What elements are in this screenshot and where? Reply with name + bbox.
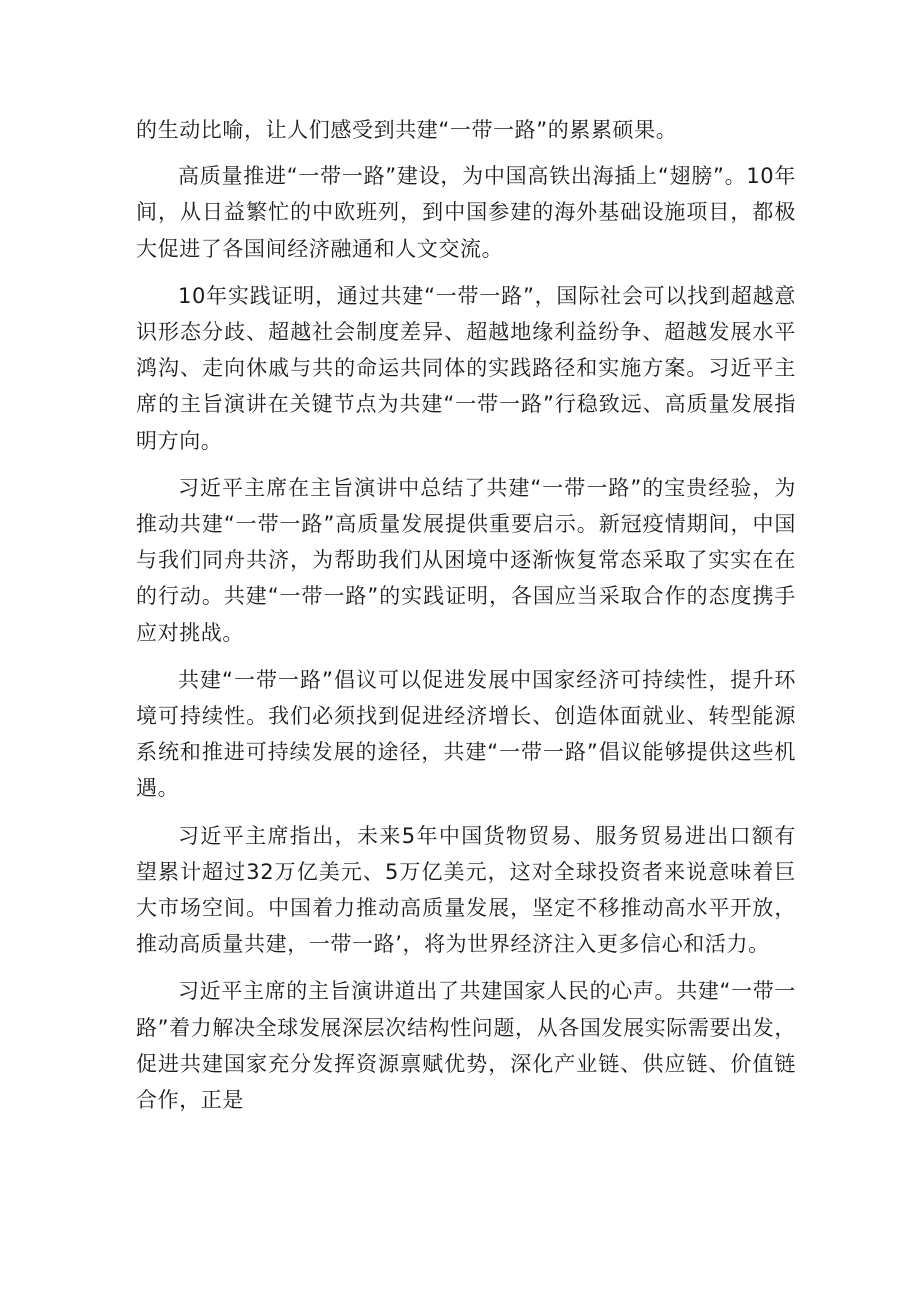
document-body <box>136 112 796 1118</box>
paragraph-6: 习近平主席指出，未来5年中国货物贸易、服务贸易进出口额有望累计超过32万亿美元、5万亿美元，这对全球投资者来说意味着巨大市场空间。中国着力推动高质量发展，坚定不移推动高水平开放，推动高质量共建，一带一路’，将为世界经济注入更多信心和活力。 <box>136 823 796 957</box>
paragraph-gap <box>136 148 796 158</box>
paragraph-gap <box>136 962 796 973</box>
paragraph-2: 高质量推进“一带一路”建设，为中国高铁出海插上“翅膀”。10年间，从日益繁忙的中欧班列，到中国参建的海外基础设施项目，都极大促进了各国间经济融通和人文交流。 <box>136 164 796 261</box>
paragraph-gap <box>136 267 796 278</box>
paragraph-3: 10年实践证明，通过共建“一带一路”，国际社会可以找到超越意识形态分歧、超越社会制度差异、超越地缘利益纷争、超越发展水平鸿沟、走向休戚与共的命运共同体的实践路径和实施方案。习近平主席的主旨演讲在关键节点为共建“一带一路”行稳致远、高质量发展指明方向。 <box>136 283 796 453</box>
paragraph-7: 习近平主席的主旨演讲道出了共建国家人民的心声。共建“一带一路”着力解决全球发展深层次结构性问题，从各国发展实际需要出发，促进共建国家充分发挥资源禀赋优势，深化产业链、供应链、价值链合作，正是 <box>136 979 796 1113</box>
paragraph-gap <box>136 807 796 818</box>
paragraph-5: 共建“一带一路”倡议可以促进发展中国家经济可持续性，提升环境可持续性。我们必须找到促进经济增长、创造体面就业、转型能源系统和推进可持续发展的途径，共建“一带一路”倡议能够提供这些机遇。 <box>136 667 796 801</box>
paragraph-1: 的生动比喻，让人们感受到共建“一带一路”的累累硕果。 <box>136 118 678 142</box>
paragraph-gap <box>136 651 796 662</box>
paragraph-gap <box>136 459 796 470</box>
paragraph-4: 习近平主席在主旨演讲中总结了共建“一带一路”的宝贵经验，为推动共建“一带一路”高质量发展提供重要启示。新冠疫情期间，中国与我们同舟共济，为帮助我们从困境中逐渐恢复常态采取了实实在在的行动。共建“一带一路”的实践证明，各国应当采取合作的态度携手应对挑战。 <box>136 475 796 645</box>
